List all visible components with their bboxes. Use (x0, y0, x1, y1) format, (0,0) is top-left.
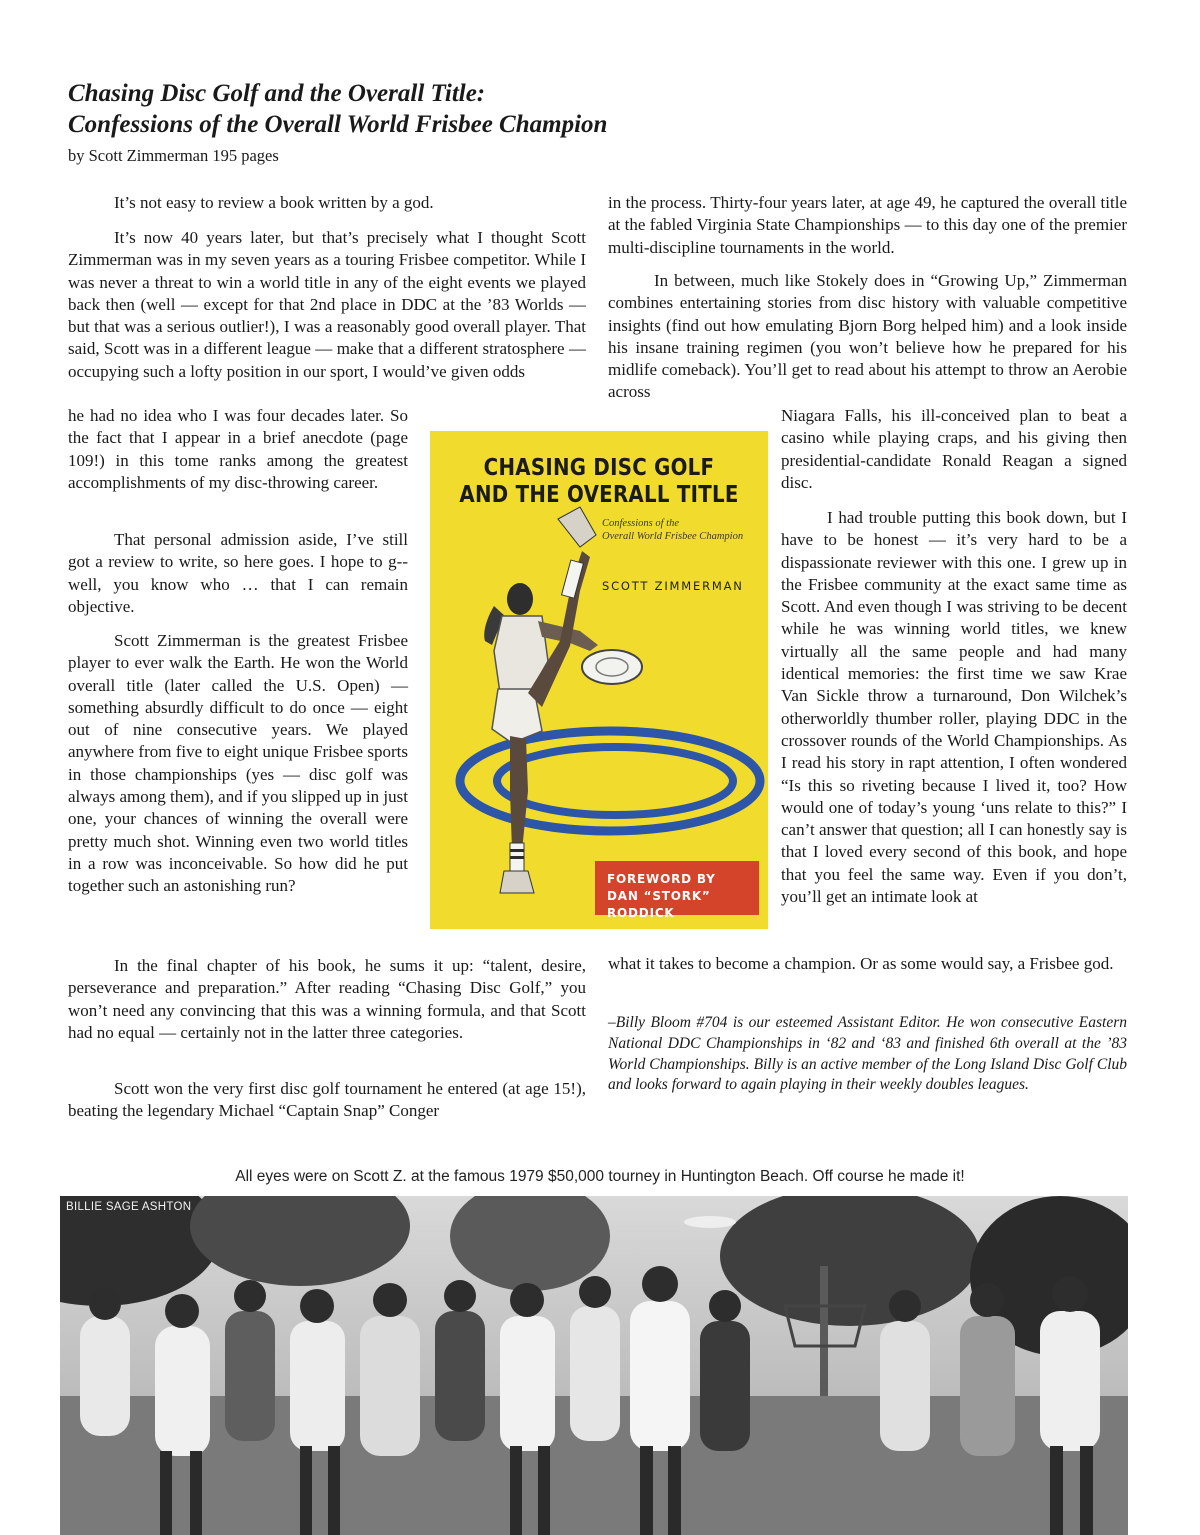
photo-credit: BILLIE SAGE ASHTON (66, 1201, 192, 1213)
flying-disc-graphic (582, 650, 642, 684)
paragraph-right-2-wrap: Niagara Falls, his ill-conceived plan to beat a casino while playing craps, and his giving then presidential-candidate Ronald Reagan a signed disc. (781, 406, 1127, 492)
cover-title (454, 455, 745, 509)
author-bio: –Billy Bloom #704 is our esteemed Assistant Editor. He won consecutive Eastern National DDC Championships in ‘82 and ‘83 and finished 6th overall at the ’83 World Championships. Billy is an active member of the Long Island Disc Golf Club and looks forward to again playing in their weekly doubles leagues. (608, 1014, 1127, 1094)
cover-subtitle-line-2: Overall World Frisbee Champion (602, 531, 744, 542)
paragraph-left-6: Scott won the very first disc golf tournament he entered (at age 15!), beating the legendary Michael “Captain Snap” Conger (68, 1079, 586, 1121)
book-cover (430, 431, 768, 929)
jumping-player-figure (484, 507, 598, 893)
photo-caption: All eyes were on Scott Z. at the famous 1979 $50,000 tourney in Huntington Beach. Off course he made it! (235, 1168, 965, 1185)
cover-foreword-box (595, 861, 759, 920)
paragraph-right-3: I had trouble putting this book down, but I have to be honest — it’s very hard to be a dispassionate reviewer with this one. I grew up in the Frisbee community at the exact same time as Scott. And even though I was striving to be decent while he was winning world titles, we knew virtually all the same people and had many identical memories: the first time we saw Krae Van Sickle throw a turnaround, Don Wilchek’s otherworldly thumber roller, playing DDC in the crossover rounds of the World Championships. As I read his story in rapt attention, I often wondered “Is this so riveting because I lived it, too? How would one of today’s young ‘uns relate to this?” I can’t answer that question; all I can honestly say is that I loved every second of this book, and hope that you feel the same way. Even if you don’t, you’ll get an intimate look at (781, 508, 1127, 907)
paragraph-left-5: In the final chapter of his book, he sums it up: “talent, desire, perseverance and preparation.” After reading “Chasing Disc Golf,” you won’t need any convincing that this was a winning formula, and that Scott had no equal — certainly not in the latter three categories. (68, 956, 586, 1042)
article-title (68, 78, 607, 140)
tournament-photo (60, 1196, 1128, 1535)
article-title-line-2: Confessions of the Overall World Frisbee Champion (68, 111, 608, 138)
paragraph-right-1: in the process. Thirty-four years later, at age 49, he captured the overall title at the fabled Virginia State Championships — to this day one of the premier multi-discipline tournaments in the world. (608, 193, 1127, 257)
cover-subtitle-line-1: Confessions of the (602, 518, 680, 529)
paragraph-left-3: That personal admission aside, I’ve still got a review to write, so here goes. I hope to g--well, you know who … that I can remain objective. (68, 530, 408, 616)
paragraph-left-4: Scott Zimmerman is the greatest Frisbee player to ever walk the Earth. He won the World overall title (later called the U.S. Open) — something absurdly difficult to do once — eight out of nine consecutive years. We played anywhere from five to eight unique Frisbee sports in those championships (yes — disc golf was always among them), and if you slipped up in just one, your chances of winning the overall were pretty much shot. Winning even two world titles in a row was inconceivable. So how did he put together such an astonishing run? (68, 631, 408, 896)
paragraph-left-2: It’s now 40 years later, but that’s precisely what I thought Scott Zimmerman was in my seven years as a touring Frisbee competitor. While I was never a threat to win a world title in any of the eight events we played back then (well — except for that 2nd place in DDC at the ’83 Worlds — but that was a serious outlier!), I was a reasonably good overall player. That said, Scott was in a different league — make that a different stratosphere — occupying such a lofty position in our sport, I would’ve given odds (68, 228, 586, 381)
paragraph-right-2: In between, much like Stokely does in “Growing Up,” Zimmerman combines entertaining stories from disc history with valuable competitive insights (find out how emulating Bjorn Borg helped him) and a look inside his insane training regimen (you won’t believe how he prepared for his midlife comeback). You’ll get to read about his attempt to throw an Aerobie across (608, 271, 1127, 402)
article-title-line-1: Chasing Disc Golf and the Overall Title: (68, 80, 486, 107)
airborne-disc (684, 1216, 736, 1228)
crowd-scene-illustration (60, 1196, 1128, 1535)
cover-foreword-line-1: FOREWORD BY (607, 872, 716, 886)
byline: by Scott Zimmerman 195 pages (68, 146, 279, 165)
cover-author: SCOTT ZIMMERMAN (602, 579, 744, 593)
paragraph-left-1: It’s not easy to review a book written by a god. (114, 193, 434, 212)
cover-title-line-2: AND THE OVERALL TITLE (459, 482, 739, 508)
cover-subtitle (602, 517, 762, 543)
paragraph-left-2-wrap: he had no idea who I was four decades later. So the fact that I appear in a brief anecdote (page 109!) in this tome ranks among the greatest accomplishments of my disc-throwing career. (68, 406, 408, 492)
cover-ring-inner (497, 747, 733, 815)
cover-title-line-1: CHASING DISC GOLF (483, 455, 715, 481)
paragraph-right-3-wrap: what it takes to become a champion. Or as some would say, a Frisbee god. (608, 954, 1114, 973)
cover-foreword-line-2: DAN “STORK” RODDICK (607, 889, 711, 920)
